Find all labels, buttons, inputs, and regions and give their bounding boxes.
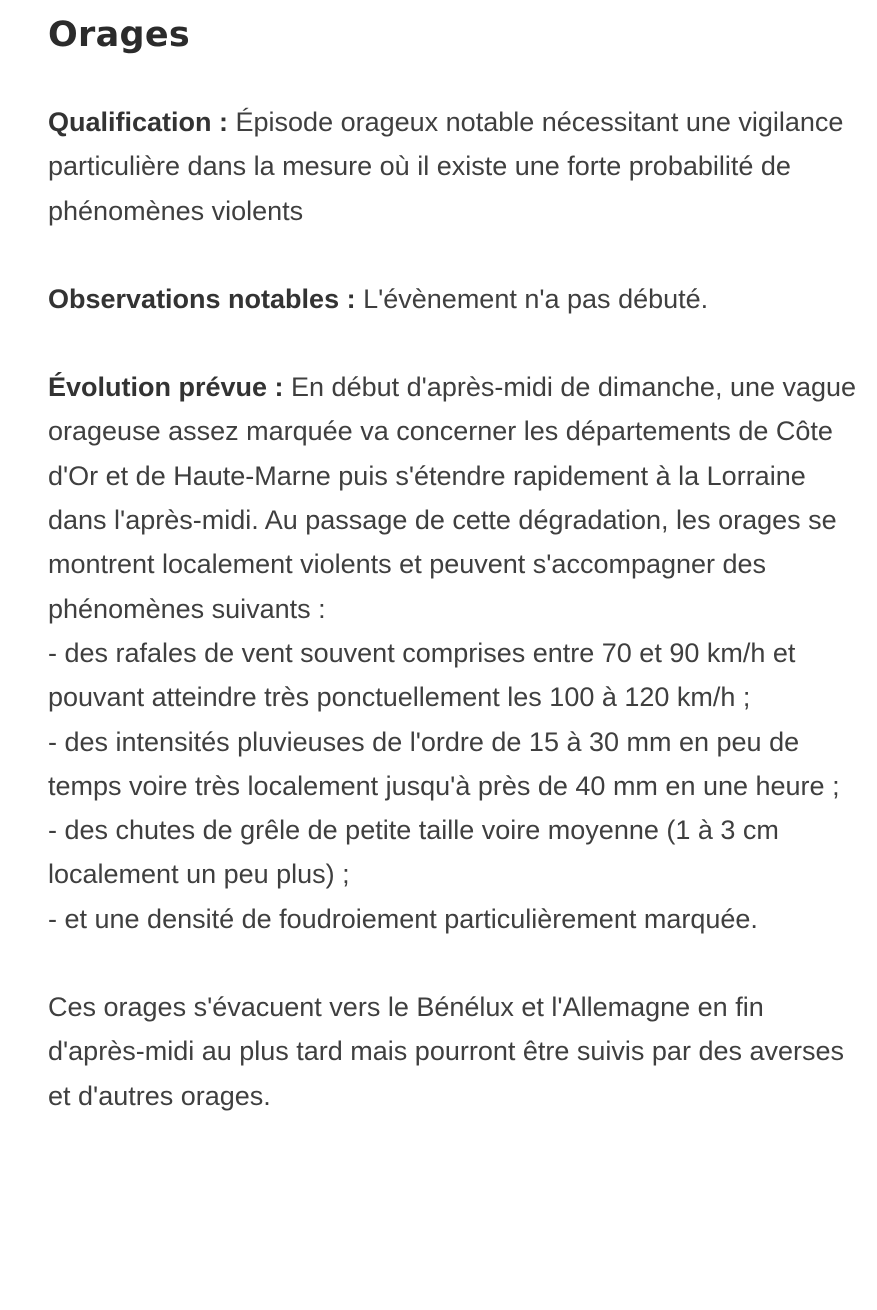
observations-paragraph bbox=[48, 277, 858, 321]
qualification-label: Qualification : bbox=[48, 107, 229, 137]
list-item: - des intensités pluvieuses de l'ordre de 15 à 30 mm en peu de temps voire très localement jusqu'à près de 40 mm en une heure ; bbox=[48, 726, 840, 801]
qualification-text: Épisode orageux notable nécessitant une vigilance particulière dans la mesure où il existe une forte probabilité de phénomènes violents bbox=[48, 107, 844, 226]
conclusion-paragraph: Ces orages s'évacuent vers le Bénélux et l'Allemagne en fin d'après-midi au plus tard mais pourront être suivis par des averses et d'autres orages. bbox=[48, 992, 845, 1111]
evolution-label: Évolution prévue : bbox=[48, 372, 284, 403]
list-item: - des rafales de vent souvent comprises entre 70 et 90 km/h et pouvant atteindre très ponctuellement les 100 à 120 km/h ; bbox=[48, 637, 796, 713]
bulletin-content bbox=[48, 12, 858, 1162]
evolution-text: En début d'après-midi de dimanche, une vague orageuse assez marquée va concerner les départements de Côte d'Or et de Haute-Marne puis s'étendre rapidement à la Lorraine dans l'après-midi. Au passage de cette dégradation, les orages se montrent localement violents et peuvent s'accompagner des phénomènes suivants : bbox=[48, 372, 857, 624]
observations-text: L'évènement n'a pas débuté. bbox=[355, 283, 709, 314]
page-title: Orages bbox=[48, 15, 191, 55]
observations-label: Observations notables : bbox=[48, 283, 356, 314]
evolution-paragraph bbox=[48, 365, 858, 941]
list-item: - des chutes de grêle de petite taille voire moyenne (1 à 3 cm localement un peu plus) ; bbox=[48, 815, 779, 890]
list-item: - et une densité de foudroiement particulièrement marquée. bbox=[48, 903, 758, 934]
qualification-paragraph bbox=[48, 100, 858, 233]
